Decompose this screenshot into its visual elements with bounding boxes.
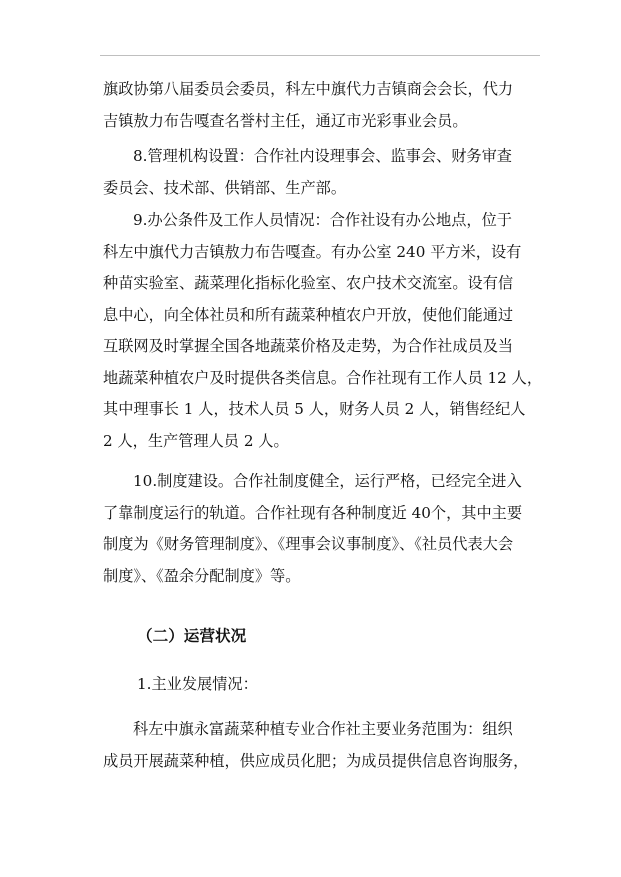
paragraph-management-structure (103, 141, 535, 204)
text-line: 息中心，向全体社员和所有蔬菜种植农户开放，使他们能通过 (103, 305, 514, 324)
text-line: 制度为《财务管理制度》、《理事会议事制度》、《社员代表大会 (103, 535, 514, 553)
text-line: 成员开展蔬菜种植，供应成员化肥；为成员提供信息咨询服务， (103, 751, 529, 770)
text-line: 8.管理机构设置：合作社内设理事会、监事会、财务审查 (133, 147, 512, 165)
text-line: 科左中旗代力吉镇敖力布告嘎查。有办公室 240 平方米，设有 (103, 242, 522, 261)
header-rule (100, 55, 540, 56)
text-line: 种苗实验室、蔬菜理化指标化验室、农户技术交流室。设有信 (103, 274, 514, 292)
text-line: 其中理事长 1 人，技术人员 5 人，财务人员 2 人，销售经纪人 (103, 400, 526, 418)
text-line: 地蔬菜种植农户及时提供各类信息。合作社现有工作人员 12 人， (103, 368, 543, 387)
paragraph-system-construction (103, 466, 535, 592)
subheading-main-business: 1.主业发展情况： (137, 675, 258, 693)
text-line: 科左中旗永富蔬菜种植专业合作社主要业务范围为：组织 (133, 720, 513, 738)
text-line: 了靠制度运行的轨道。合作社现有各种制度近 40个，其中主要 (103, 503, 523, 522)
text-line: 委员会、技术部、供销部、生产部。 (103, 178, 346, 197)
text-line: 制度》、《盈余分配制度》等。 (103, 566, 301, 585)
text-line: 旗政协第八届委员会委员，科左中旗代力吉镇商会会长，代力 (103, 80, 514, 98)
paragraph-business-scope (103, 714, 535, 777)
paragraph-office-staff (103, 205, 543, 457)
text-line: 10.制度建设。合作社制度健全，运行严格，已经完全进入 (133, 472, 522, 490)
text-line: 互联网及时掌握全国各地蔬菜价格及走势，为合作社成员及当 (103, 337, 514, 355)
text-line: 2 人，生产管理人员 2 人。 (103, 431, 289, 450)
paragraph-continued (103, 74, 535, 137)
text-line: 吉镇敖力布告嘎查名誉村主任，通辽市光彩事业会员。 (103, 111, 468, 130)
text-line: 9.办公条件及工作人员情况：合作社设有办公地点，位于 (133, 211, 512, 229)
section-heading: （二）运营状况 (137, 626, 247, 645)
